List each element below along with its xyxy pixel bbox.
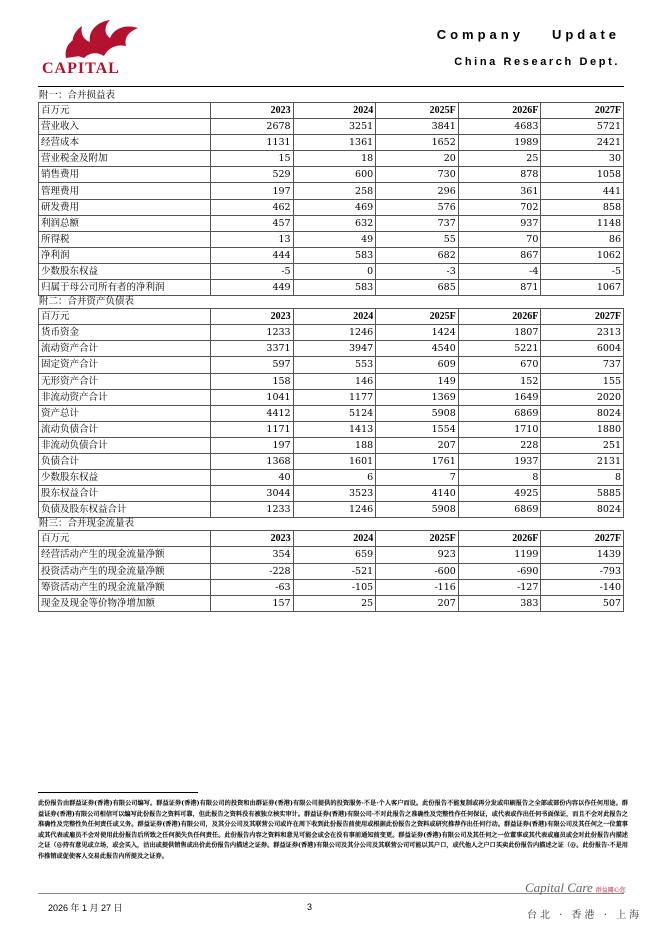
value-cell: 3841: [376, 119, 459, 135]
table-title: 附三：合并现金流量表: [39, 518, 135, 530]
value-cell: 3947: [293, 341, 376, 357]
value-cell: -63: [211, 579, 294, 595]
year-header: 2025F: [376, 103, 459, 119]
value-cell: 55: [376, 231, 459, 247]
value-cell: 6869: [458, 405, 541, 421]
value-cell: 2020: [541, 389, 624, 405]
value-cell: 1177: [293, 389, 376, 405]
logo-wordmark: CAPITAL: [42, 60, 120, 77]
value-cell: 609: [376, 357, 459, 373]
value-cell: 1424: [376, 325, 459, 341]
row-label: 管理费用: [39, 183, 211, 199]
value-cell: 737: [541, 357, 624, 373]
value-cell: -127: [458, 579, 541, 595]
value-cell: 449: [211, 280, 294, 296]
value-cell: 1601: [293, 453, 376, 469]
value-cell: 923: [376, 547, 459, 563]
value-cell: 49: [293, 231, 376, 247]
title-word-company: Company: [436, 27, 524, 42]
financial-table: [38, 530, 624, 611]
value-cell: -116: [376, 579, 459, 595]
value-cell: 583: [293, 247, 376, 263]
value-cell: 188: [293, 437, 376, 453]
table-row: [39, 151, 624, 167]
header-divider: [38, 86, 624, 87]
table-row: [39, 595, 624, 611]
value-cell: 462: [211, 199, 294, 215]
value-cell: 1058: [541, 167, 624, 183]
row-label: 负债合计: [39, 453, 211, 469]
value-cell: 507: [541, 595, 624, 611]
value-cell: 1246: [293, 502, 376, 518]
value-cell: 1361: [293, 135, 376, 151]
value-cell: 20: [376, 151, 459, 167]
value-cell: -5: [541, 263, 624, 279]
value-cell: 4140: [376, 486, 459, 502]
row-label: 固定资产合计: [39, 357, 211, 373]
value-cell: 685: [376, 280, 459, 296]
value-cell: -105: [293, 579, 376, 595]
value-cell: 383: [458, 595, 541, 611]
value-cell: 1062: [541, 247, 624, 263]
value-cell: -793: [541, 563, 624, 579]
value-cell: 86: [541, 231, 624, 247]
table-row: [39, 437, 624, 453]
value-cell: 737: [376, 215, 459, 231]
value-cell: 4412: [211, 405, 294, 421]
table-row: [39, 119, 624, 135]
value-cell: 5221: [458, 341, 541, 357]
year-header: 2023: [211, 531, 294, 547]
row-label: 无形资产合计: [39, 373, 211, 389]
value-cell: 8: [458, 470, 541, 486]
year-header: 2024: [293, 103, 376, 119]
report-type-title: [409, 27, 620, 42]
table-row: [39, 563, 624, 579]
value-cell: 70: [458, 231, 541, 247]
year-header: 2026F: [458, 309, 541, 325]
value-cell: 207: [376, 595, 459, 611]
row-label: 流动资产合计: [39, 341, 211, 357]
value-cell: 1148: [541, 215, 624, 231]
value-cell: 197: [211, 183, 294, 199]
value-cell: 1246: [293, 325, 376, 341]
year-header: 2027F: [541, 531, 624, 547]
value-cell: 1554: [376, 421, 459, 437]
value-cell: 5124: [293, 405, 376, 421]
value-cell: 583: [293, 280, 376, 296]
value-cell: 361: [458, 183, 541, 199]
value-cell: 600: [293, 167, 376, 183]
table-row: [39, 135, 624, 151]
row-label: 研发费用: [39, 199, 211, 215]
table-row: [39, 247, 624, 263]
row-label: 经营成本: [39, 135, 211, 151]
value-cell: 702: [458, 199, 541, 215]
value-cell: 207: [376, 437, 459, 453]
row-label: 营业税金及附加: [39, 151, 211, 167]
row-label: 销售费用: [39, 167, 211, 183]
row-label: 所得税: [39, 231, 211, 247]
value-cell: 157: [211, 595, 294, 611]
value-cell: -4: [458, 263, 541, 279]
value-cell: 1413: [293, 421, 376, 437]
value-cell: -600: [376, 563, 459, 579]
title-word-update: Update: [551, 27, 620, 42]
value-cell: 30: [541, 151, 624, 167]
value-cell: 576: [376, 199, 459, 215]
value-cell: 682: [376, 247, 459, 263]
value-cell: 8024: [541, 502, 624, 518]
value-cell: 1041: [211, 389, 294, 405]
financial-table: [38, 102, 624, 296]
row-label: 非流动资产合计: [39, 389, 211, 405]
value-cell: 1652: [376, 135, 459, 151]
value-cell: 2421: [541, 135, 624, 151]
value-cell: 25: [458, 151, 541, 167]
row-label: 货币资金: [39, 325, 211, 341]
row-label: 少数股东权益: [39, 263, 211, 279]
value-cell: 146: [293, 373, 376, 389]
value-cell: 155: [541, 373, 624, 389]
value-cell: 867: [458, 247, 541, 263]
value-cell: 7: [376, 470, 459, 486]
value-cell: 1131: [211, 135, 294, 151]
table-row: [39, 470, 624, 486]
value-cell: 8: [541, 470, 624, 486]
row-label: 负债及股东权益合计: [39, 502, 211, 518]
value-cell: 15: [211, 151, 294, 167]
value-cell: 0: [293, 263, 376, 279]
table-row: [39, 231, 624, 247]
year-header: 2023: [211, 309, 294, 325]
value-cell: 1233: [211, 325, 294, 341]
value-cell: 3251: [293, 119, 376, 135]
value-cell: 878: [458, 167, 541, 183]
value-cell: 25: [293, 595, 376, 611]
table-row: [39, 389, 624, 405]
table-row: [39, 502, 624, 518]
value-cell: 4683: [458, 119, 541, 135]
value-cell: -521: [293, 563, 376, 579]
value-cell: 8024: [541, 405, 624, 421]
value-cell: 937: [458, 215, 541, 231]
value-cell: 1880: [541, 421, 624, 437]
value-cell: 1369: [376, 389, 459, 405]
value-cell: 2678: [211, 119, 294, 135]
row-label: 归属于母公司所有者的净利润: [39, 280, 211, 296]
value-cell: 1171: [211, 421, 294, 437]
table-row: [39, 280, 624, 296]
value-cell: 3371: [211, 341, 294, 357]
value-cell: 5885: [541, 486, 624, 502]
value-cell: -3: [376, 263, 459, 279]
table-row: [39, 183, 624, 199]
table-row: [39, 263, 624, 279]
value-cell: 296: [376, 183, 459, 199]
row-label: 少数股东权益: [39, 470, 211, 486]
office-cities: 台北 · 香港 · 上海: [527, 910, 643, 921]
value-cell: 5908: [376, 502, 459, 518]
row-label: 现金及现金等价物净增加额: [39, 595, 211, 611]
value-cell: 6004: [541, 341, 624, 357]
value-cell: 3523: [293, 486, 376, 502]
value-cell: 18: [293, 151, 376, 167]
row-label: 投资活动产生的现金流量净额: [39, 563, 211, 579]
year-header: 2025F: [376, 309, 459, 325]
value-cell: 730: [376, 167, 459, 183]
brand-name: Capital Care: [525, 880, 593, 895]
value-cell: -228: [211, 563, 294, 579]
value-cell: 1368: [211, 453, 294, 469]
value-cell: 632: [293, 215, 376, 231]
value-cell: 871: [458, 280, 541, 296]
row-label: 经营活动产生的现金流量净额: [39, 547, 211, 563]
value-cell: 1439: [541, 547, 624, 563]
table-row: [39, 199, 624, 215]
value-cell: -5: [211, 263, 294, 279]
value-cell: 1710: [458, 421, 541, 437]
value-cell: 469: [293, 199, 376, 215]
value-cell: 1761: [376, 453, 459, 469]
value-cell: -140: [541, 579, 624, 595]
value-cell: 1067: [541, 280, 624, 296]
value-cell: 597: [211, 357, 294, 373]
row-label: 筹资活动产生的现金流量净额: [39, 579, 211, 595]
value-cell: 158: [211, 373, 294, 389]
row-label: 净利润: [39, 247, 211, 263]
table-row: [39, 405, 624, 421]
table-row: [39, 373, 624, 389]
table-title: 附二：合并资产负债表: [39, 296, 135, 308]
report-date: 2026 年 1 月 27 日: [48, 903, 123, 913]
year-header: 2024: [293, 531, 376, 547]
table-row: [39, 341, 624, 357]
value-cell: 4540: [376, 341, 459, 357]
value-cell: 529: [211, 167, 294, 183]
table-row: [39, 579, 624, 595]
value-cell: 444: [211, 247, 294, 263]
value-cell: 441: [541, 183, 624, 199]
disclaimer-text: 此份报告由群益证券(香港)有限公司编写。群益证券(香港)有限公司的投资和由群证券(香港)有限公司提供的投资服务·不是·个人客户而设。此份报告不能复制或再分发或印刷报告之全部或部份内容以作任何用途。群益证券(香港)有限公司相信可以编写此份报告之资料可靠，但此报告之资料没有被独立核实审计。群益证券(香港)有限公司·不对此报告之准确性及完整性作任何保证，或代表或作出任何书面保证，而且不会对此报告之准确性及完整性负任何责任或义务。群益证券(香港)有限公司，及其分公司及其联营公司或许在周下收到此份报告前使用或根据此份报告之资料或研究推荐作出任何行动。群益证券(香港)有限公司及其任何之一位董事或其代表或雇员不会对使用此份报告后所致之任何损失负任何责任。此份报告内容之资料和意见可能会或会在没有事前通知前变更。群益证券(香港)有限公司及其任何之一位董事或其代表或雇员或会对此份报告内描述之证（@持有意见或立场，或会买入，沽出或提供销售或出价此份报告内描述之证券。群益证券(香港)有限公司及其分公司及其联营公司可能以其户口，或代他人之户口买卖此份报告内描述之证（@。此份报告·不是用作推销或促使客人交易此报告内所提及之证券。: [38, 800, 628, 860]
value-cell: 5721: [541, 119, 624, 135]
financial-tables: [38, 90, 624, 612]
value-cell: 354: [211, 547, 294, 563]
table-row: [39, 325, 624, 341]
year-header: 2024: [293, 309, 376, 325]
unit-cell: 百万元: [39, 531, 211, 547]
value-cell: 670: [458, 357, 541, 373]
footnote-divider: [38, 792, 198, 793]
value-cell: 152: [458, 373, 541, 389]
row-label: 资产总计: [39, 405, 211, 421]
row-label: 流动负债合计: [39, 421, 211, 437]
value-cell: 1807: [458, 325, 541, 341]
value-cell: 1233: [211, 502, 294, 518]
value-cell: 6: [293, 470, 376, 486]
value-cell: 457: [211, 215, 294, 231]
value-cell: 2313: [541, 325, 624, 341]
year-header: 2027F: [541, 103, 624, 119]
value-cell: 197: [211, 437, 294, 453]
value-cell: 659: [293, 547, 376, 563]
table-header-row: [39, 103, 624, 119]
table-row: [39, 453, 624, 469]
value-cell: 40: [211, 470, 294, 486]
value-cell: 1937: [458, 453, 541, 469]
value-cell: 258: [293, 183, 376, 199]
table-header-row: [39, 531, 624, 547]
value-cell: 4925: [458, 486, 541, 502]
unit-cell: 百万元: [39, 103, 211, 119]
brand-cn: 群益關心您: [595, 888, 626, 894]
table-row: [39, 421, 624, 437]
value-cell: 6869: [458, 502, 541, 518]
capital-care-brand: [525, 880, 626, 896]
year-header: 2025F: [376, 531, 459, 547]
table-title: 附一：合并损益表: [39, 90, 116, 101]
year-header: 2027F: [541, 309, 624, 325]
table-row: [39, 167, 624, 183]
value-cell: -690: [458, 563, 541, 579]
value-cell: 228: [458, 437, 541, 453]
value-cell: 3044: [211, 486, 294, 502]
value-cell: 5908: [376, 405, 459, 421]
value-cell: 1199: [458, 547, 541, 563]
value-cell: 2131: [541, 453, 624, 469]
value-cell: 149: [376, 373, 459, 389]
table-row: [39, 357, 624, 373]
year-header: 2026F: [458, 103, 541, 119]
row-label: 非流动负债合计: [39, 437, 211, 453]
financial-table: [38, 308, 624, 518]
value-cell: 251: [541, 437, 624, 453]
table-row: [39, 215, 624, 231]
value-cell: 13: [211, 231, 294, 247]
unit-cell: 百万元: [39, 309, 211, 325]
row-label: 营业收入: [39, 119, 211, 135]
table-header-row: [39, 309, 624, 325]
department-label: China Research Dept.: [454, 56, 620, 68]
row-label: 股东权益合计: [39, 486, 211, 502]
table-row: [39, 547, 624, 563]
value-cell: 1649: [458, 389, 541, 405]
year-header: 2026F: [458, 531, 541, 547]
year-header: 2023: [211, 103, 294, 119]
value-cell: 553: [293, 357, 376, 373]
value-cell: 1989: [458, 135, 541, 151]
row-label: 利润总额: [39, 215, 211, 231]
page-number: 3: [307, 902, 313, 912]
table-row: [39, 486, 624, 502]
value-cell: 858: [541, 199, 624, 215]
